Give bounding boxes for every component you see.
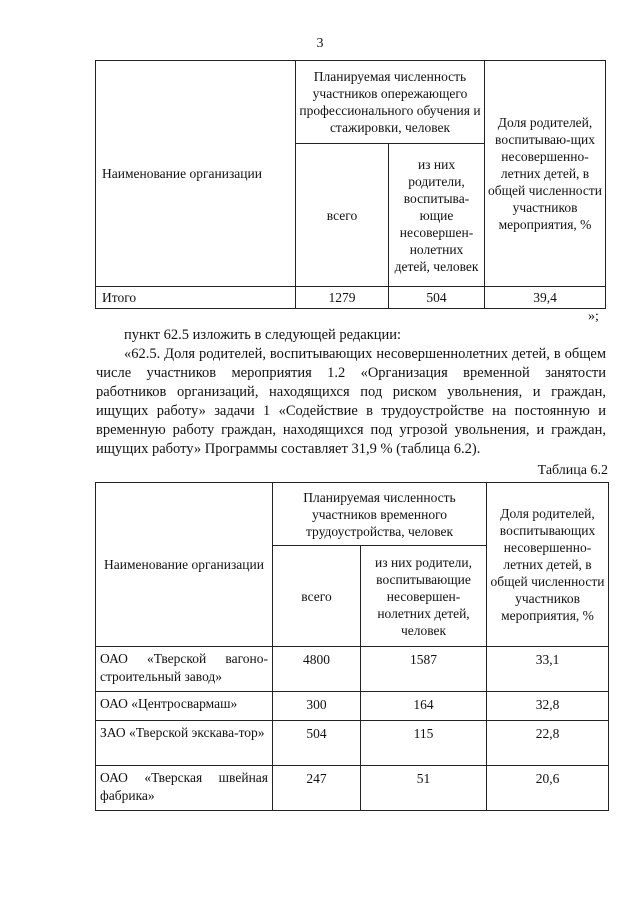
t1-row-total: 1279	[296, 287, 389, 309]
t2-row-total: 247	[273, 766, 361, 811]
t2-header-share: Доля родителей, воспитывающих несовершенно-летних детей, в общей численности участников мероприятия, %	[487, 483, 609, 647]
table-2-caption: Таблица 6.2	[537, 463, 608, 478]
t2-row-org: ОАО «Центросвармаш»	[96, 692, 273, 721]
table-row	[96, 647, 609, 692]
t2-header-org: Наименование организации	[96, 483, 273, 647]
t2-row-total: 4800	[273, 647, 361, 692]
table-1	[95, 60, 606, 309]
t2-row-share: 33,1	[487, 647, 609, 692]
t1-row-parents: 504	[389, 287, 485, 309]
t1-header-total: всего	[296, 144, 389, 287]
t2-row-parents: 164	[361, 692, 487, 721]
trailing-quote: »;	[588, 309, 599, 324]
t2-row-total: 300	[273, 692, 361, 721]
t1-row-share: 39,4	[485, 287, 606, 309]
table-row	[96, 287, 606, 309]
paragraph-2: «62.5. Доля родителей, воспитывающих несовершеннолетних детей, в общем числе участников мероприятия 1.2 «Организация временной занятости работников организаций, находящихся под риском увольнения, и граждан, ищущих работу» задачи 1 «Содействие в трудоустройстве на постоянную и временную работу граждан, находящихся под угрозой увольнения, и граждан, ищущих работу» Программы составляет 31,9 % (таблица 6.2).	[96, 346, 606, 457]
table-row	[96, 692, 609, 721]
table-2	[95, 482, 609, 811]
t2-row-share: 32,8	[487, 692, 609, 721]
t1-header-group: Планируемая численность участников опережающего профессионального обучения и стажировки, человек	[296, 61, 485, 144]
t1-header-parents: из них родители, воспитыва-ющие несовершен-нолетних детей, человек	[389, 144, 485, 287]
t1-header-org: Наименование организации	[96, 61, 296, 287]
t1-header-share: Доля родителей, воспитываю-щих несовершенно-летних детей, в общей численности участников мероприятия, %	[485, 61, 606, 287]
t2-row-org: ЗАО «Тверской экскава-тор»	[96, 721, 273, 766]
t2-row-org: ОАО «Тверская швейная фабрика»	[96, 766, 273, 811]
page-number: 3	[316, 36, 324, 51]
table-row	[96, 721, 609, 766]
t1-row-org: Итого	[96, 287, 296, 309]
t2-row-org: ОАО «Тверской вагоно-строительный завод»	[96, 647, 273, 692]
paragraph-1: пункт 62.5 изложить в следующей редакции:	[124, 327, 402, 343]
t2-row-share: 20,6	[487, 766, 609, 811]
t2-row-total: 504	[273, 721, 361, 766]
t2-header-parents: из них родители, воспитывающие несовершен-нолетних детей, человек	[361, 546, 487, 647]
table-row	[96, 766, 609, 811]
t2-row-parents: 115	[361, 721, 487, 766]
t2-header-group: Планируемая численность участников временного трудоустройства, человек	[273, 483, 487, 546]
t2-header-total: всего	[273, 546, 361, 647]
t2-row-share: 22,8	[487, 721, 609, 766]
t2-row-parents: 51	[361, 766, 487, 811]
body-text	[96, 326, 606, 459]
t2-row-parents: 1587	[361, 647, 487, 692]
